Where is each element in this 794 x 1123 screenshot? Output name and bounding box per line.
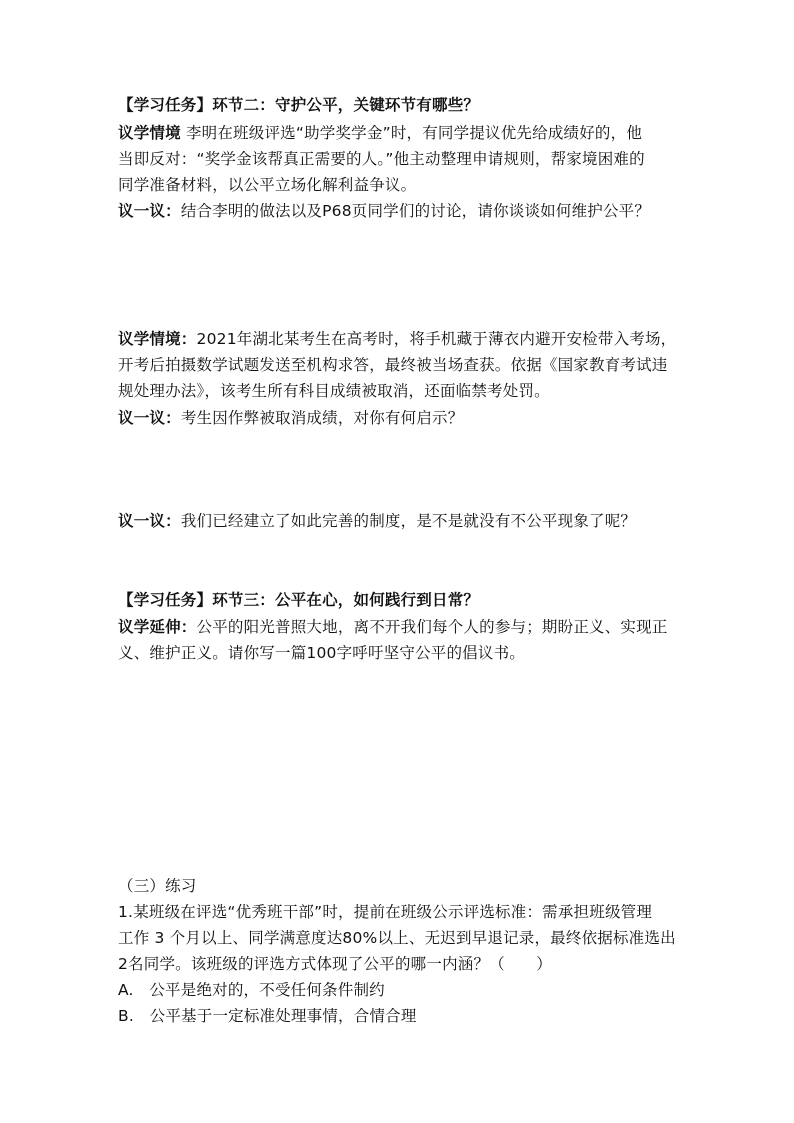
extension-text: 公平的阳光普照大地，离不开我们每个人的参与；期盼正义、实现正 [196, 618, 668, 636]
task-label: 【学习任务】 [118, 591, 213, 609]
scenario1-line3: 同学准备材料，以公平立场化解利益争议。 [118, 176, 417, 194]
scenario-label: 议学情境： [118, 330, 197, 348]
question1-line2: 工作 3 个月以上、同学满意度达80%以上、无迟到早退记录，最终依据标准选出 [118, 929, 676, 947]
task-label: 【学习任务】 [118, 96, 213, 114]
scenario-text: 李明在班级评选“助学奖学金”时，有同学提议优先给成绩好的，他 [185, 124, 643, 142]
option-b: B. 公平基于一定标准处理事情，合情合理 [118, 1007, 417, 1025]
extension-line1 [118, 614, 718, 640]
discuss-label: 议一议： [118, 512, 181, 530]
question1-line1: 1.某班级在评选“优秀班干部”时，提前在班级公示评选标准：需承担班级管理 [118, 903, 653, 921]
section3-heading [118, 587, 718, 613]
scenario-text: 2021年湖北某考生在高考时，将手机藏于薄衣内避开安检带入考场， [196, 330, 677, 348]
discuss3 [118, 508, 718, 534]
scenario2-line2: 开考后拍摄数学试题发送至机构求答，最终被当场查获。依据《国家教育考试违 [118, 356, 668, 374]
scenario2-line1 [118, 326, 718, 352]
discuss-label: 议一议： [118, 409, 181, 427]
discuss-text: 我们已经建立了如此完善的制度，是不是就没有不公平现象了呢？ [180, 512, 637, 530]
option-a: A. 公平是绝对的，不受任何条件制约 [118, 981, 385, 999]
task-title: 环节三：公平在心，如何践行到日常？ [212, 591, 480, 609]
task-title: 环节二：守护公平，关键环节有哪些？ [212, 96, 480, 114]
discuss-label: 议一议： [118, 202, 181, 220]
discuss-text: 结合李明的做法以及P68页同学们的讨论，请你谈谈如何维护公平？ [180, 202, 651, 220]
discuss2 [118, 405, 718, 431]
discuss1 [118, 198, 718, 224]
scenario2-line3: 规处理办法》，该考生所有科目成绩被取消，还面临禁考处罚。 [118, 382, 550, 400]
discuss-text: 考生因作弊被取消成绩，对你有何启示？ [180, 409, 464, 427]
extension-label: 议学延伸： [118, 618, 197, 636]
question1-line3: 2名同学。该班级的评选方式体现了公平的哪一内涵？（ ） [118, 955, 552, 973]
scenario-label: 议学情境 [118, 124, 181, 142]
practice-heading: （三）练习 [118, 877, 197, 895]
scenario1-line2: 当即反对：“奖学金该帮真正需要的人。”他主动整理申请规则，帮家境困难的 [118, 150, 645, 168]
scenario1-line1 [118, 120, 718, 146]
section2-heading [118, 92, 718, 118]
extension-line2: 义、维护正义。请你写一篇100字呼吁坚守公平的倡议书。 [118, 644, 525, 662]
